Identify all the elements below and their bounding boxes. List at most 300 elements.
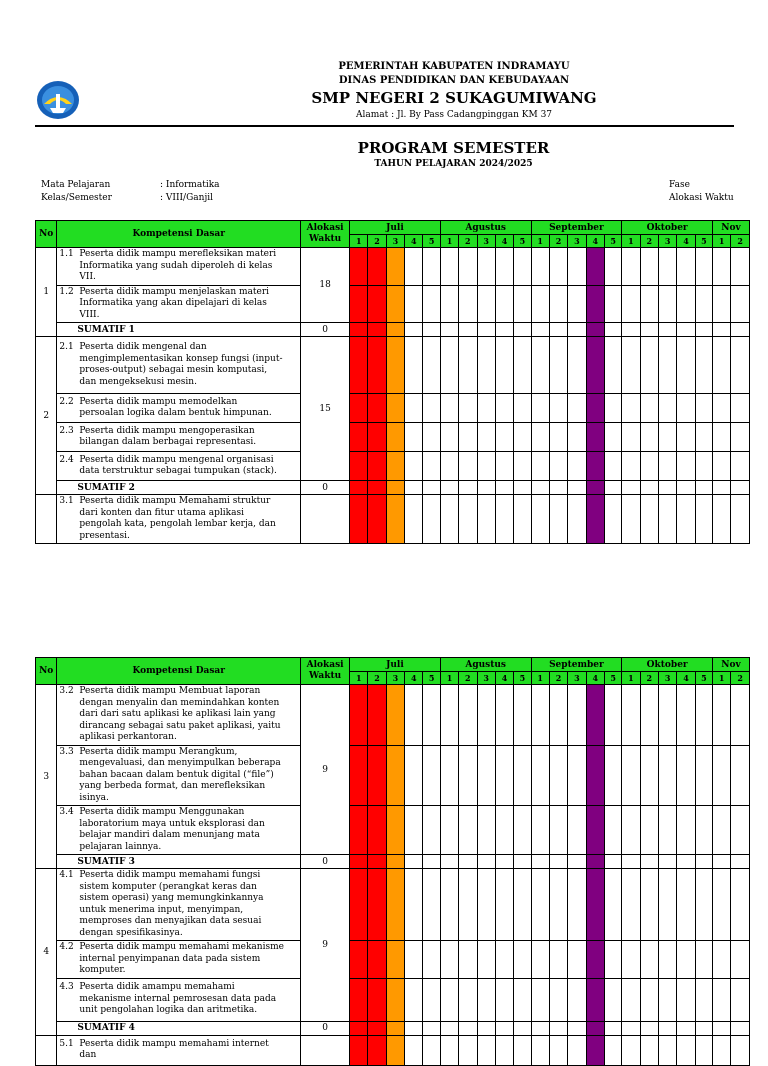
schedule-cell: [405, 869, 423, 941]
col-no-header: No: [36, 658, 57, 685]
schedule-cell: [423, 394, 440, 423]
schedule-cell: [477, 495, 495, 544]
schedule-cell: [514, 452, 531, 481]
row-no: 2: [36, 337, 57, 495]
schedule-cell: [495, 941, 513, 979]
week-number: 4: [405, 672, 423, 685]
week-number: 3: [568, 235, 586, 248]
schedule-cell: [440, 806, 458, 855]
schedule-cell: [350, 869, 368, 941]
schedule-cell: [477, 423, 495, 452]
kd-number: 2.1: [59, 342, 74, 352]
schedule-cell: [695, 685, 712, 746]
schedule-cell: [459, 806, 477, 855]
kd-number: 4.3: [59, 982, 74, 993]
kd-cell: [57, 285, 301, 323]
schedule-cell: [440, 285, 458, 323]
schedule-cell: [350, 1021, 368, 1035]
schedule-cell: [604, 495, 621, 544]
week-number: 5: [514, 672, 531, 685]
kd-cell: [57, 978, 301, 1021]
schedule-cell: [440, 978, 458, 1021]
schedule-cell: [677, 745, 695, 806]
week-number: 3: [386, 235, 404, 248]
schedule-cell: [514, 248, 531, 286]
schedule-cell: [713, 1035, 731, 1065]
schedule-cell: [677, 685, 695, 746]
schedule-cell: [531, 248, 549, 286]
schedule-cell: [514, 495, 531, 544]
kd-number: 3.1: [59, 496, 74, 506]
schedule-cell: [549, 1035, 567, 1065]
kd-text: Peserta didik amampu memahami mekanisme internal pemrosesan data pada unit pengolahan logika dan aritmetika.: [79, 982, 277, 1016]
week-number: 2: [640, 235, 658, 248]
schedule-cell: [386, 248, 404, 286]
schedule-cell: [531, 394, 549, 423]
kd-cell: [57, 685, 301, 746]
schedule-cell: [514, 745, 531, 806]
schedule-cell: [423, 869, 440, 941]
schedule-cell: [440, 869, 458, 941]
schedule-cell: [695, 806, 712, 855]
schedule-cell: [622, 806, 640, 855]
sumatif-label: SUMATIF 2: [57, 481, 301, 495]
schedule-cell: [658, 423, 676, 452]
schedule-cell: [495, 394, 513, 423]
schedule-cell: [731, 685, 750, 746]
schedule-cell: [514, 869, 531, 941]
schedule-cell: [477, 745, 495, 806]
schedule-cell: [423, 323, 440, 337]
schedule-cell: [640, 423, 658, 452]
schedule-cell: [604, 806, 621, 855]
schedule-cell: [477, 869, 495, 941]
schedule-cell: [604, 337, 621, 394]
week-number: 5: [604, 672, 621, 685]
schedule-cell: [568, 1035, 586, 1065]
schedule-cell: [440, 941, 458, 979]
schedule-cell: [640, 978, 658, 1021]
row-no: [36, 1035, 57, 1065]
kd-text: Peserta didik mampu Memahami struktur dari konten dan fitur utama aplikasi pengolah kata, pengolah lembar kerja, dan presentasi.: [79, 496, 276, 541]
schedule-cell: [350, 685, 368, 746]
schedule-cell: [514, 481, 531, 495]
kd-number: 5.1: [59, 1038, 74, 1049]
schedule-cell: [604, 1035, 621, 1065]
schedule-cell: [695, 248, 712, 286]
schedule-cell: [405, 978, 423, 1021]
schedule-cell: [514, 1035, 531, 1065]
week-number: 2: [368, 672, 386, 685]
kelas-label: Kelas/Semester: [41, 193, 112, 203]
kd-text: Peserta didik mampu Membuat laporan dengan menyalin dan memindahkan konten dari dari satu aplikasi ke aplikasi lain yang dirancang sebagai satu paket aplikasi, yaitu aplikasi perkantoran.: [79, 686, 281, 742]
week-number: 4: [677, 672, 695, 685]
page-subtitle: TAHUN PELAJARAN 2024/2025: [374, 159, 533, 169]
kd-cell: [57, 394, 301, 423]
kd-cell: [57, 495, 301, 544]
week-number: 5: [695, 235, 712, 248]
schedule-cell: [604, 285, 621, 323]
schedule-cell: [622, 495, 640, 544]
week-number: 4: [586, 235, 604, 248]
kd-text: Peserta didik mengenal dan mengimplementasikan konsep fungsi (input-proses-output) sebagai mesin komputasi, dan mengeksekusi mesin.: [79, 342, 283, 387]
schedule-cell: [477, 452, 495, 481]
schedule-cell: [568, 481, 586, 495]
schedule-cell: [549, 394, 567, 423]
month-header: Juli: [350, 221, 441, 235]
schedule-cell: [640, 1021, 658, 1035]
schedule-cell: [495, 285, 513, 323]
schedule-cell: [459, 1035, 477, 1065]
week-number: 1: [622, 672, 640, 685]
schedule-cell: [405, 337, 423, 394]
schedule-cell: [713, 806, 731, 855]
schedule-cell: [368, 806, 386, 855]
schedule-cell: [640, 941, 658, 979]
schedule-cell: [549, 806, 567, 855]
schedule-cell: [531, 495, 549, 544]
week-number: 3: [386, 672, 404, 685]
kd-cell: [57, 745, 301, 806]
schedule-cell: [368, 869, 386, 941]
kd-number: 3.2: [59, 686, 74, 696]
schedule-cell: [549, 481, 567, 495]
schedule-cell: [549, 978, 567, 1021]
schedule-cell: [568, 285, 586, 323]
schedule-cell: [640, 337, 658, 394]
schedule-cell: [731, 394, 750, 423]
schedule-cell: [658, 978, 676, 1021]
schedule-cell: [459, 941, 477, 979]
month-header: Juli: [350, 658, 441, 672]
schedule-cell: [549, 452, 567, 481]
schedule-cell: [495, 481, 513, 495]
kd-text: Peserta didik mampu Merangkum, mengevaluasi, dan menyimpulkan beberapa bahan bacaan dalam bentuk digital (“file”) yang berbeda format, dan merefleksikan isinya.: [79, 746, 281, 803]
header-divider: [35, 125, 734, 127]
schedule-cell: [495, 452, 513, 481]
schedule-cell: [586, 337, 604, 394]
schedule-cell: [531, 323, 549, 337]
month-header: Agustus: [440, 221, 531, 235]
schedule-cell: [440, 495, 458, 544]
schedule-cell: [368, 941, 386, 979]
schedule-cell: [658, 1035, 676, 1065]
schedule-cell: [549, 855, 567, 869]
schedule-cell: [640, 452, 658, 481]
schedule-cell: [677, 806, 695, 855]
schedule-cell: [713, 248, 731, 286]
schedule-cell: [477, 394, 495, 423]
kd-number: 3.4: [59, 807, 74, 817]
mapel-value: : Informatika: [160, 180, 220, 190]
schedule-cell: [350, 323, 368, 337]
schedule-cell: [459, 1021, 477, 1035]
kd-number: 3.3: [59, 746, 74, 757]
schedule-cell: [586, 248, 604, 286]
schedule-cell: [640, 855, 658, 869]
schedule-cell: [531, 285, 549, 323]
schedule-cell: [495, 1021, 513, 1035]
schedule-cell: [713, 394, 731, 423]
sumatif-value: 0: [301, 323, 350, 337]
schedule-cell: [568, 855, 586, 869]
schedule-cell: [731, 481, 750, 495]
schedule-cell: [350, 285, 368, 323]
fase-label: Fase: [669, 180, 690, 190]
week-number: 3: [658, 672, 676, 685]
schedule-cell: [586, 855, 604, 869]
month-header: Oktober: [622, 658, 713, 672]
schedule-cell: [586, 323, 604, 337]
schedule-cell: [731, 745, 750, 806]
kd-text: Peserta didik mampu mengenal organisasi data terstruktur sebagai tumpukan (stack).: [79, 454, 277, 476]
schedule-cell: [440, 394, 458, 423]
schedule-cell: [405, 685, 423, 746]
week-number: 4: [677, 235, 695, 248]
row-no: 4: [36, 869, 57, 1036]
schedule-cell: [713, 978, 731, 1021]
schedule-cell: [405, 941, 423, 979]
schedule-cell: [658, 869, 676, 941]
schedule-cell: [350, 978, 368, 1021]
schedule-cell: [622, 452, 640, 481]
row-no: 3: [36, 685, 57, 869]
schedule-cell: [677, 248, 695, 286]
col-alokasi-header: Alokasi Waktu: [301, 221, 350, 248]
kd-text: Peserta didik mampu mengoperasikan bilangan dalam berbagai representasi.: [79, 425, 257, 447]
week-number: 1: [350, 235, 368, 248]
schedule-cell: [658, 452, 676, 481]
schedule-cell: [640, 745, 658, 806]
schedule-cell: [350, 452, 368, 481]
schedule-cell: [549, 1021, 567, 1035]
week-number: 3: [477, 235, 495, 248]
schedule-cell: [423, 481, 440, 495]
semester-table-2: [35, 657, 750, 1066]
schedule-cell: [531, 337, 549, 394]
schedule-cell: [423, 452, 440, 481]
week-number: 2: [459, 235, 477, 248]
schedule-cell: [695, 452, 712, 481]
sumatif-label: SUMATIF 4: [57, 1021, 301, 1035]
schedule-cell: [459, 452, 477, 481]
schedule-cell: [622, 978, 640, 1021]
schedule-cell: [677, 869, 695, 941]
schedule-cell: [514, 337, 531, 394]
schedule-cell: [640, 806, 658, 855]
schedule-cell: [658, 855, 676, 869]
schedule-cell: [622, 1035, 640, 1065]
schedule-cell: [477, 323, 495, 337]
kd-number: 2.4: [59, 454, 74, 465]
schedule-cell: [459, 855, 477, 869]
schedule-cell: [405, 323, 423, 337]
schedule-cell: [477, 941, 495, 979]
schedule-cell: [549, 685, 567, 746]
schedule-cell: [695, 323, 712, 337]
schedule-cell: [658, 285, 676, 323]
schedule-cell: [568, 806, 586, 855]
sumatif-label: SUMATIF 3: [57, 855, 301, 869]
schedule-cell: [549, 869, 567, 941]
schedule-cell: [368, 323, 386, 337]
schedule-cell: [713, 337, 731, 394]
schedule-cell: [731, 1021, 750, 1035]
schedule-cell: [440, 423, 458, 452]
schedule-cell: [386, 1021, 404, 1035]
schedule-cell: [604, 685, 621, 746]
month-header: September: [531, 658, 622, 672]
month-header: Nov: [713, 221, 750, 235]
schedule-cell: [695, 869, 712, 941]
alokasi-label: Alokasi Waktu: [669, 193, 734, 203]
kd-cell: [57, 869, 301, 941]
schedule-cell: [531, 745, 549, 806]
schedule-cell: [731, 495, 750, 544]
schedule-cell: [586, 869, 604, 941]
schedule-cell: [386, 495, 404, 544]
schedule-cell: [477, 481, 495, 495]
schedule-cell: [440, 248, 458, 286]
schedule-cell: [622, 481, 640, 495]
schedule-cell: [350, 855, 368, 869]
header-school-name: SMP NEGERI 2 SUKAGUMIWANG: [311, 89, 597, 107]
schedule-cell: [658, 745, 676, 806]
schedule-cell: [695, 1021, 712, 1035]
schedule-cell: [568, 423, 586, 452]
schedule-cell: [695, 423, 712, 452]
schedule-cell: [658, 1021, 676, 1035]
schedule-cell: [386, 285, 404, 323]
schedule-cell: [531, 941, 549, 979]
schedule-cell: [731, 323, 750, 337]
mapel-label: Mata Pelajaran: [41, 180, 111, 190]
schedule-cell: [677, 337, 695, 394]
col-kd-header: Kompetensi Dasar: [57, 658, 301, 685]
schedule-cell: [405, 745, 423, 806]
schedule-cell: [731, 1035, 750, 1065]
schedule-cell: [713, 941, 731, 979]
week-number: 5: [604, 235, 621, 248]
schedule-cell: [695, 337, 712, 394]
row-no: [36, 495, 57, 544]
kd-number: 2.3: [59, 425, 74, 436]
schedule-cell: [604, 1021, 621, 1035]
schedule-cell: [440, 452, 458, 481]
schedule-cell: [368, 248, 386, 286]
schedule-cell: [604, 394, 621, 423]
schedule-cell: [514, 941, 531, 979]
schedule-cell: [495, 323, 513, 337]
schedule-cell: [423, 1021, 440, 1035]
schedule-cell: [514, 285, 531, 323]
week-number: 2: [459, 672, 477, 685]
schedule-cell: [622, 745, 640, 806]
schedule-cell: [440, 745, 458, 806]
schedule-cell: [531, 978, 549, 1021]
schedule-cell: [677, 1021, 695, 1035]
schedule-cell: [640, 394, 658, 423]
schedule-cell: [495, 869, 513, 941]
schedule-cell: [405, 1021, 423, 1035]
schedule-cell: [677, 452, 695, 481]
schedule-cell: [604, 323, 621, 337]
schedule-cell: [350, 806, 368, 855]
alokasi-value: 18: [301, 248, 350, 323]
page-title: PROGRAM SEMESTER: [357, 139, 550, 157]
schedule-cell: [568, 941, 586, 979]
semester-table-1: [35, 220, 750, 544]
schedule-cell: [695, 941, 712, 979]
month-header: Oktober: [622, 221, 713, 235]
schedule-cell: [350, 423, 368, 452]
kd-number: 1.2: [59, 286, 74, 297]
schedule-cell: [695, 495, 712, 544]
schedule-cell: [677, 1035, 695, 1065]
row-no: 1: [36, 248, 57, 337]
week-number: 1: [713, 235, 731, 248]
schedule-cell: [386, 1035, 404, 1065]
schedule-cell: [495, 685, 513, 746]
schedule-cell: [622, 685, 640, 746]
kd-cell: [57, 1035, 301, 1065]
schedule-cell: [604, 481, 621, 495]
schedule-cell: [677, 855, 695, 869]
schedule-cell: [495, 1035, 513, 1065]
schedule-cell: [368, 481, 386, 495]
schedule-cell: [677, 323, 695, 337]
schedule-cell: [586, 423, 604, 452]
schedule-cell: [568, 1021, 586, 1035]
schedule-cell: [549, 337, 567, 394]
schedule-cell: [350, 941, 368, 979]
schedule-cell: [695, 745, 712, 806]
schedule-cell: [586, 452, 604, 481]
week-number: 1: [713, 672, 731, 685]
schedule-cell: [477, 685, 495, 746]
alokasi-value: 15: [301, 337, 350, 481]
schedule-cell: [531, 481, 549, 495]
schedule-cell: [658, 248, 676, 286]
schedule-cell: [713, 452, 731, 481]
header-government: PEMERINTAH KABUPATEN INDRAMAYU: [338, 61, 570, 72]
schedule-cell: [586, 1021, 604, 1035]
schedule-cell: [477, 806, 495, 855]
schedule-cell: [405, 806, 423, 855]
schedule-cell: [586, 495, 604, 544]
schedule-cell: [405, 248, 423, 286]
week-number: 3: [477, 672, 495, 685]
schedule-cell: [440, 1035, 458, 1065]
schedule-cell: [640, 495, 658, 544]
kd-text: Peserta didik mampu Menggunakan laboratorium maya untuk eksplorasi dan belajar mandiri dalam menunjang mata pelajaran lainnya.: [79, 807, 265, 852]
schedule-cell: [622, 394, 640, 423]
week-number: 1: [350, 672, 368, 685]
schedule-cell: [658, 806, 676, 855]
schedule-cell: [495, 423, 513, 452]
week-number: 4: [495, 672, 513, 685]
schedule-cell: [568, 323, 586, 337]
schedule-cell: [731, 869, 750, 941]
schedule-cell: [640, 248, 658, 286]
schedule-cell: [423, 978, 440, 1021]
schedule-cell: [459, 978, 477, 1021]
schedule-cell: [604, 941, 621, 979]
schedule-cell: [568, 337, 586, 394]
schedule-cell: [713, 855, 731, 869]
schedule-cell: [713, 323, 731, 337]
schedule-cell: [477, 337, 495, 394]
